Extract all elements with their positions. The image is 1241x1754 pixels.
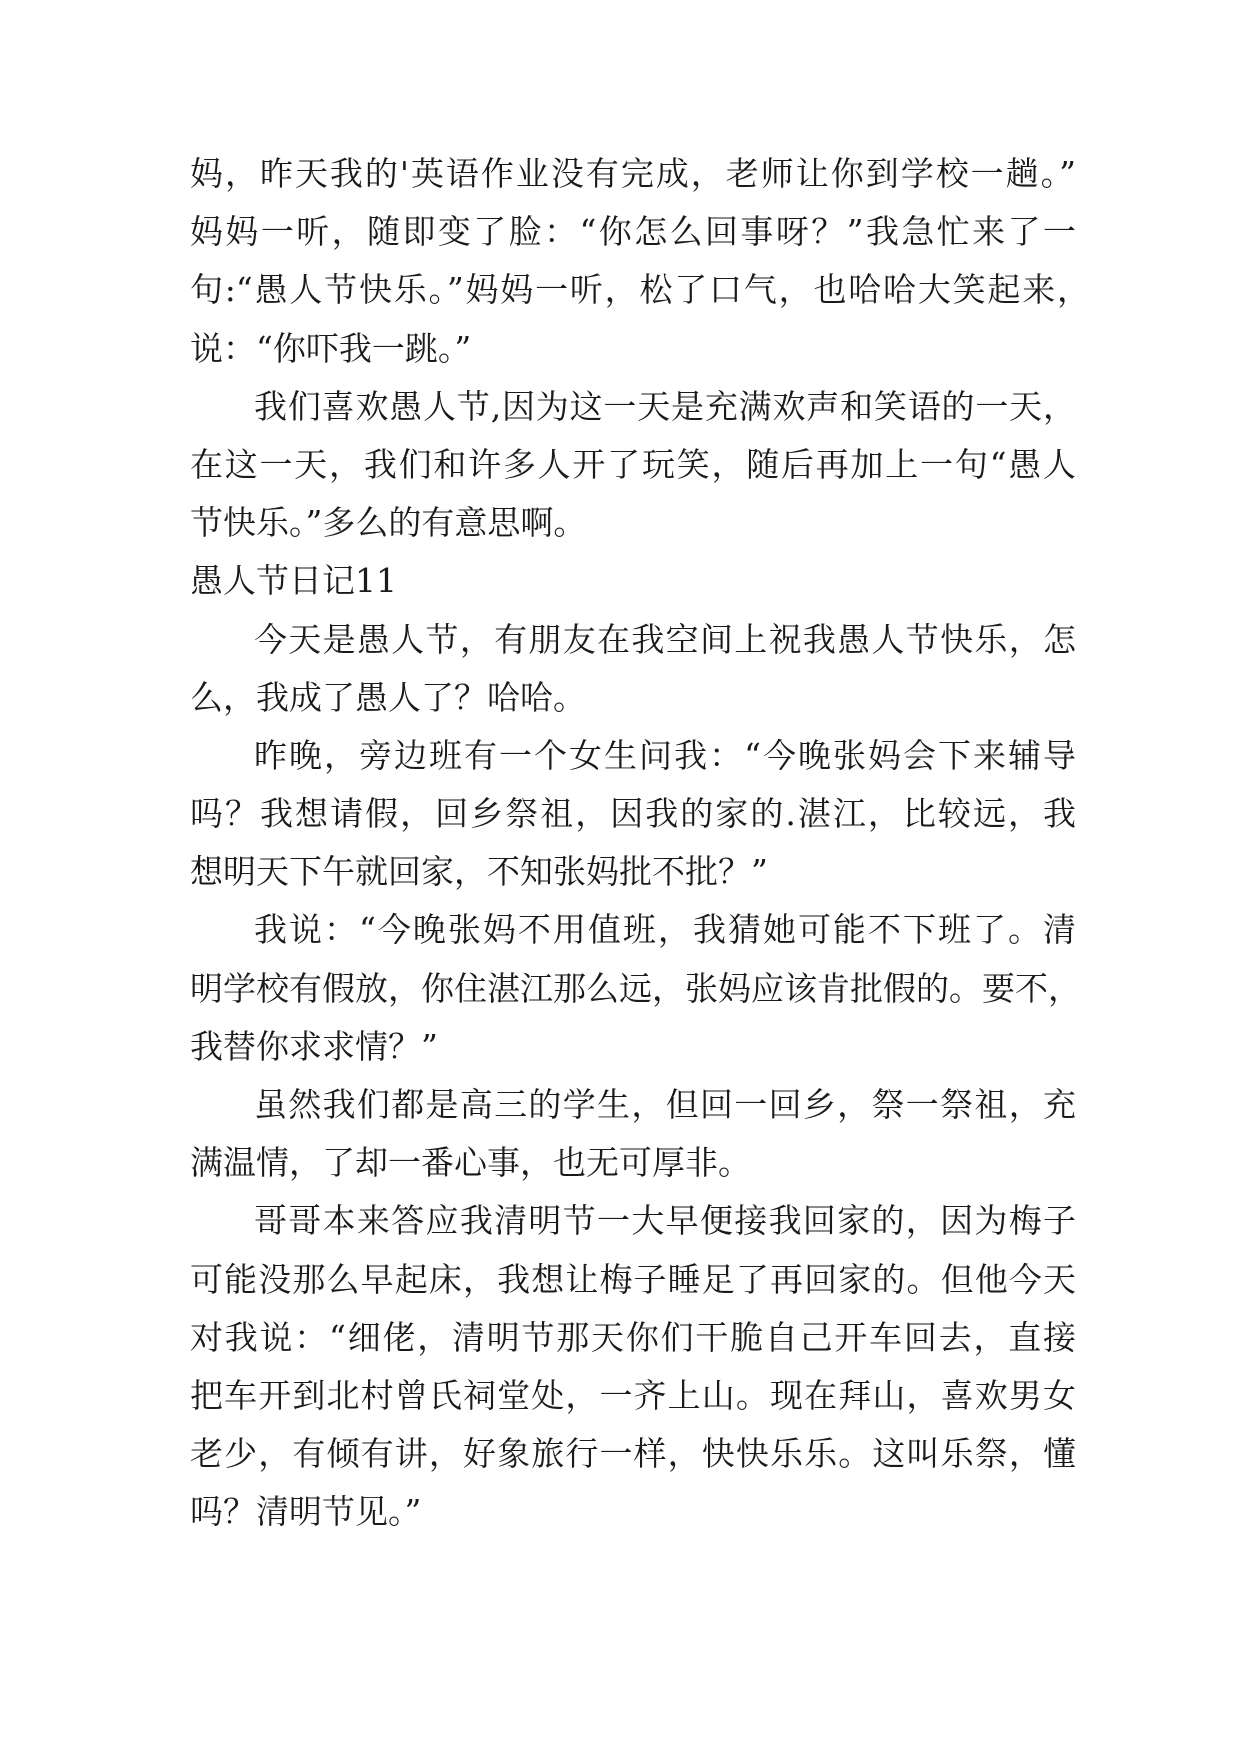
- text-line: 么，我成了愚人了？哈哈。: [190, 677, 586, 717]
- text-line: 句:“愚人节快乐。”妈妈一听，松了口气，也哈哈大笑起来，: [190, 270, 1090, 310]
- text-line: 虽然我们都是高三的学生，但回一回乡，祭一祭祖，充: [254, 1085, 1076, 1124]
- text-line: 吗？我想请假，回乡祭祖，因我的家的.湛江，比较远，我: [190, 794, 1076, 834]
- text-line: 可能没那么早起床，我想让梅子睡足了再回家的。但他今天: [190, 1259, 1076, 1299]
- text-line: 老少，有倾有讲，好象旅行一样，快快乐乐。这叫乐祭，懂: [190, 1434, 1076, 1474]
- text-line: 哥哥本来答应我清明节一大早便接我回家的，因为梅子: [254, 1201, 1076, 1241]
- section-heading: 愚人节日记11: [190, 561, 397, 601]
- text-line: 满温情，了却一番心事，也无可厚非。: [190, 1143, 751, 1183]
- text-line: 对我说：“细佬，清明节那天你们干脆自己开车回去，直接: [190, 1317, 1076, 1357]
- text-line: 吗？清明节见。”: [190, 1492, 422, 1532]
- text-line: 昨晚，旁边班有一个女生问我：“今晚张妈会下来辅导: [254, 735, 1076, 775]
- text-line: 我替你求求情？”: [190, 1026, 438, 1066]
- text-line: 想明天下午就回家，不知张妈批不批？”: [190, 852, 768, 892]
- text-line: 我说：“今晚张妈不用值班，我猜她可能不下班了。清: [254, 910, 1076, 950]
- text-line: 我们喜欢愚人节,因为这一天是充满欢声和笑语的一天，: [254, 386, 1076, 426]
- text-line: 妈妈一听，随即变了脸：“你怎么回事呀？”我急忙来了一: [190, 212, 1076, 252]
- text-line: 在这一天，我们和许多人开了玩笑，随后再加上一句“愚人: [190, 444, 1076, 484]
- text-line: 节快乐。”多么的有意思啊。: [190, 503, 587, 543]
- document-body: [190, 145, 1090, 1542]
- text-line: 把车开到北村曾氏祠堂处，一齐上山。现在拜山，喜欢男女: [190, 1375, 1076, 1415]
- text-line: 明学校有假放，你住湛江那么远，张妈应该肯批假的。要不，: [190, 968, 1081, 1008]
- text-line: 说：“你吓我一跳。”: [190, 328, 472, 368]
- text-line: 妈，昨天我的'英语作业没有完成，老师让你到学校一趟。”: [190, 154, 1076, 193]
- text-line: 今天是愚人节，有朋友在我空间上祝我愚人节快乐，怎: [254, 619, 1076, 659]
